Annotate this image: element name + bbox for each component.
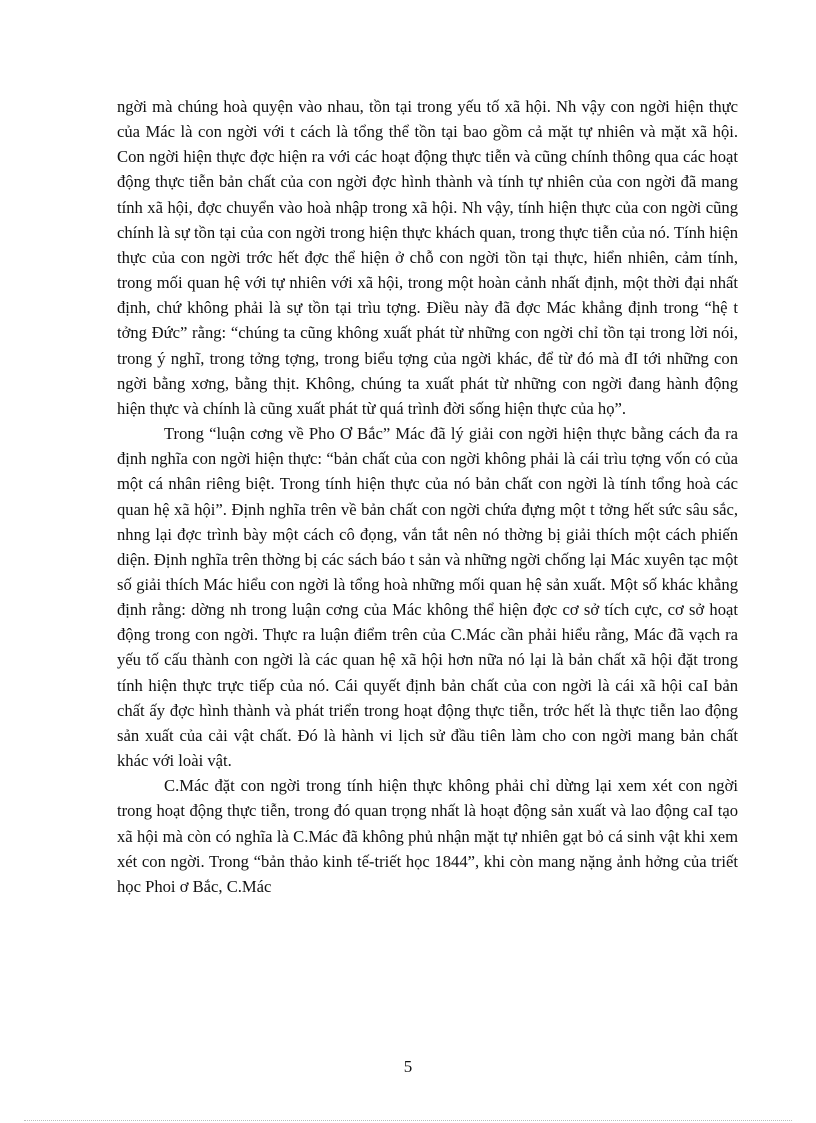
body-text: [117, 94, 738, 899]
bottom-dotted-rule: [24, 1120, 792, 1121]
page-number: 5: [403, 1057, 413, 1076]
paragraph-1: ngời mà chúng hoà quyện vào nhau, tồn tại trong yếu tố xã hội. Nh vậy con ngời hiện thực của Mác là con ngời với t cách là tổng thể tồn tại bao gồm cả mặt tự nhiên và mặt xã hội. Con ngời hiện thực đợc hiện ra với các hoạt động thực tiễn và cũng chính thông qua các hoạt động thực tiễn bản chất của con ngời đợc hình thành và tính tự nhiên của con ngời đã mang tính xã hội, đợc chuyển vào hoà nhập trong xã hội. Nh vậy, tính hiện thực của con ngời cũng chính là sự tồn tại của con ngời trong hiện thực khách quan, trong thực tiễn của nó. Tính hiện thực của con ngời trớc hết đợc thể hiện ở chỗ con ngời tồn tại thực, hiển nhiên, cảm tính, trong mối quan hệ với tự nhiên với xã hội, trong một hoàn cảnh nhất định, một thời đại nhất định, chứ không phải là sự tồn tại trìu tợng. Điều này đã đợc Mác khẳng định trong “hệ t tởng Đức” rằng: “chúng ta cũng không xuất phát từ những con ngời chỉ tồn tại trong lời nói, trong ý nghĩ, trong tởng tợng, trong biểu tợng của ngời khác, để từ đó mà đI tới những con ngời bằng xơng, bằng thịt. Không, chúng ta xuất phát từ những con ngời đang hành động hiện thực và chính là cũng xuất phát từ quá trình đời sống hiện thực của họ”.: [117, 97, 738, 418]
paragraph-2: Trong “luận cơng về Pho Ơ Bắc” Mác đã lý giải con ngời hiện thực bằng cách đa ra định nghĩa con ngời hiện thực: “bản chất của con ngời không phải là cái trìu tợng vốn có của một cá nhân riêng biệt. Trong tính hiện thực của nó bản chất con ngời là tính tổng hoà các quan hệ xã hội”. Định nghĩa trên về bản chất con ngời chứa đựng một t tởng hết sức sâu sắc, nhng lại đợc trình bày một cách cô đọng, vắn tắt nên nó thờng bị giải thích một cách phiến diện. Định nghĩa trên thờng bị các sách báo t sản và những ngời chống lại Mác xuyên tạc một số giải thích Mác hiểu con ngời là tổng hoà những mối quan hệ sản xuất. Một số khác khẳng định rằng: dờng nh trong luận cơng của Mác không thể hiện đợc cơ sở tích cực, cơ sở hoạt động trong con ngời. Thực ra luận điểm trên của C.Mác cần phải hiểu rằng, Mác đã vạch ra yếu tố cấu thành con ngời là các quan hệ xã hội hơn nữa nó lại là bản chất xã hội đặt trong tính hiện thực trực tiếp của nó. Cái quyết định bản chất của con ngời là cái xã hội caI bản chất ấy đợc hình thành và phát triển trong hoạt động thực tiễn, trớc hết là thực tiễn lao động sản xuất của cải vật chất. Đó là hành vi lịch sử đầu tiên làm cho con ngời mang bản chất khác với loài vật.: [117, 424, 738, 771]
paragraph-3: C.Mác đặt con ngời trong tính hiện thực không phải chỉ dừng lại xem xét con ngời trong hoạt động thực tiễn, trong đó quan trọng nhất là hoạt động sản xuất và lao động caI tạo xã hội mà còn có nghĩa là C.Mác đã không phủ nhận mặt tự nhiên gạt bỏ cá sinh vật khi xem xét con ngời. Trong “bản thảo kinh tế-triết học 1844”, khi còn mang nặng ảnh hởng của triết học Phoi ơ Bắc, C.Mác: [117, 776, 738, 896]
